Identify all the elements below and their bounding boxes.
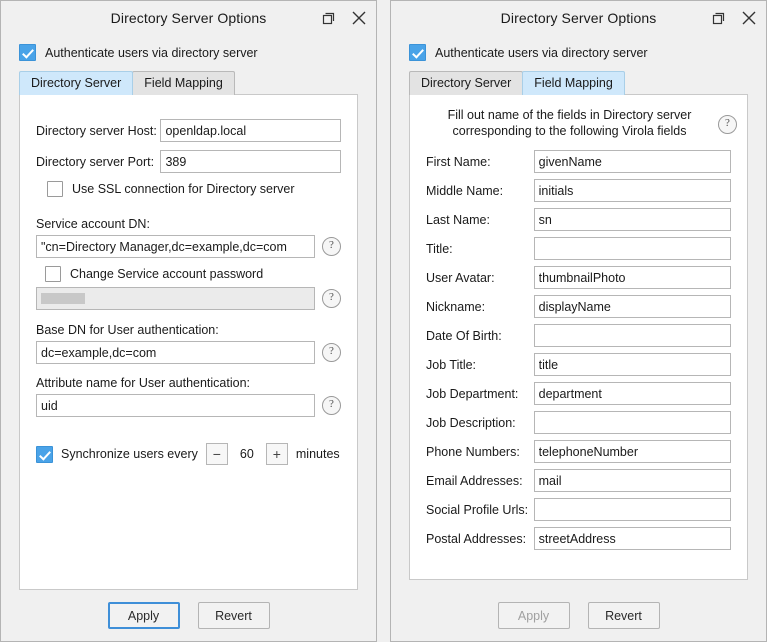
tab-directory-server[interactable]: Directory Server — [409, 71, 523, 95]
mapping-label: Social Profile Urls: — [426, 502, 529, 517]
change-password-checkbox[interactable] — [45, 266, 61, 282]
host-input[interactable] — [160, 119, 341, 142]
mapping-input-first-name[interactable] — [534, 150, 731, 173]
mapping-input-title[interactable] — [534, 237, 731, 260]
help-icon-attribute[interactable]: ? — [322, 396, 341, 415]
window-controls-right — [706, 1, 760, 35]
mapping-row-nickname — [426, 295, 731, 318]
base-dn-input[interactable] — [36, 341, 315, 364]
ssl-checkbox-row[interactable] — [47, 181, 341, 197]
tab-directory-server[interactable]: Directory Server — [19, 71, 133, 95]
synchronize-users-row — [36, 443, 341, 465]
password-input — [36, 287, 315, 310]
change-password-checkbox-row[interactable] — [45, 266, 341, 282]
mapping-row-phone-numbers — [426, 440, 731, 463]
directory-server-panel — [19, 94, 358, 590]
help-icon-field-mapping[interactable]: ? — [718, 115, 737, 134]
service-account-dn-input[interactable] — [36, 235, 315, 258]
host-label: Directory server Host: — [36, 123, 157, 138]
mapping-input-date-of-birth[interactable] — [534, 324, 731, 347]
mapping-label: Date Of Birth: — [426, 328, 502, 343]
ssl-checkbox[interactable] — [47, 181, 63, 197]
sync-units-label: minutes — [295, 447, 340, 461]
mapping-input-postal-addresses[interactable] — [534, 527, 731, 550]
mapping-row-email-addresses — [426, 469, 731, 492]
footer-right — [405, 580, 752, 629]
mapping-input-phone-numbers[interactable] — [534, 440, 731, 463]
mapping-input-social-profile-urls[interactable] — [534, 498, 731, 521]
mapping-label: Middle Name: — [426, 183, 504, 198]
password-mask — [41, 293, 85, 304]
mapping-label: Last Name: — [426, 212, 490, 227]
sync-interval-value[interactable]: 60 — [239, 447, 254, 461]
directory-server-options-window-left — [0, 0, 377, 642]
mapping-row-middle-name — [426, 179, 731, 202]
tab-field-mapping[interactable]: Field Mapping — [132, 71, 235, 95]
tabs-right — [409, 71, 752, 95]
mapping-label: Nickname: — [426, 299, 486, 314]
titlebar-right — [391, 1, 766, 35]
mapping-input-job-title[interactable] — [534, 353, 731, 376]
mapping-input-nickname[interactable] — [534, 295, 731, 318]
authenticate-users-checkbox-row[interactable] — [19, 44, 362, 61]
mapping-row-job-title — [426, 353, 731, 376]
close-icon[interactable] — [348, 7, 370, 29]
mapping-label: Postal Addresses: — [426, 531, 527, 546]
mapping-row-user-avatar — [426, 266, 731, 289]
mapping-input-middle-name[interactable] — [534, 179, 731, 202]
synchronize-users-label: Synchronize users every — [61, 447, 198, 461]
revert-button[interactable]: Revert — [588, 602, 660, 629]
service-account-dn-label: Service account DN: — [36, 217, 150, 231]
mapping-input-user-avatar[interactable] — [534, 266, 731, 289]
mapping-row-first-name — [426, 150, 731, 173]
window-body-left — [1, 35, 376, 641]
port-label: Directory server Port: — [36, 154, 155, 169]
attribute-name-input[interactable] — [36, 394, 315, 417]
mapping-input-job-department[interactable] — [534, 382, 731, 405]
mapping-label: Title: — [426, 241, 453, 256]
authenticate-users-label: Authenticate users via directory server — [435, 45, 648, 60]
port-input[interactable] — [160, 150, 341, 173]
mapping-label: Job Title: — [426, 357, 477, 372]
mapping-row-job-description — [426, 411, 731, 434]
mapping-input-email-addresses[interactable] — [534, 469, 731, 492]
authenticate-users-checkbox[interactable] — [409, 44, 426, 61]
base-dn-label: Base DN for User authentication: — [36, 323, 219, 337]
mapping-row-job-department — [426, 382, 731, 405]
field-mapping-description: Fill out name of the fields in Directory server corresponding to the following Virola fields — [447, 108, 692, 138]
help-icon-service-dn[interactable]: ? — [322, 237, 341, 256]
help-icon-password[interactable]: ? — [322, 289, 341, 308]
mapping-label: Job Description: — [426, 415, 516, 430]
tabs-left — [19, 71, 362, 95]
change-password-label: Change Service account password — [70, 267, 264, 281]
apply-button[interactable]: Apply — [108, 602, 180, 629]
synchronize-users-checkbox[interactable] — [36, 446, 53, 463]
restore-window-icon[interactable] — [706, 7, 728, 29]
attribute-name-label: Attribute name for User authentication: — [36, 376, 251, 390]
mapping-row-date-of-birth — [426, 324, 731, 347]
authenticate-users-checkbox-row[interactable] — [409, 44, 752, 61]
close-icon[interactable] — [738, 7, 760, 29]
mapping-label: Job Department: — [426, 386, 519, 401]
directory-server-options-window-right — [390, 0, 767, 642]
authenticate-users-checkbox[interactable] — [19, 44, 36, 61]
mapping-label: First Name: — [426, 154, 491, 169]
mapping-row-last-name — [426, 208, 731, 231]
mapping-label: User Avatar: — [426, 270, 495, 285]
window-title: Directory Server Options — [110, 10, 267, 26]
field-mapping-panel — [409, 94, 748, 580]
apply-button[interactable]: Apply — [498, 602, 570, 629]
window-body-right — [391, 35, 766, 641]
mapping-label: Phone Numbers: — [426, 444, 520, 459]
port-row — [36, 150, 341, 173]
restore-window-icon[interactable] — [316, 7, 338, 29]
tab-field-mapping[interactable]: Field Mapping — [522, 71, 625, 95]
titlebar-left — [1, 1, 376, 35]
revert-button[interactable]: Revert — [198, 602, 270, 629]
footer-left — [15, 590, 362, 629]
mapping-row-social-profile-urls — [426, 498, 731, 521]
mapping-input-last-name[interactable] — [534, 208, 731, 231]
window-controls — [316, 1, 370, 35]
mapping-row-postal-addresses — [426, 527, 731, 550]
ssl-label: Use SSL connection for Directory server — [72, 182, 295, 196]
help-icon-base-dn[interactable]: ? — [322, 343, 341, 362]
sync-increment-button[interactable]: + — [266, 443, 288, 465]
mapping-row-title — [426, 237, 731, 260]
mapping-input-job-description[interactable] — [534, 411, 731, 434]
authenticate-users-label: Authenticate users via directory server — [45, 45, 258, 60]
sync-decrement-button[interactable]: − — [206, 443, 228, 465]
window-title-right: Directory Server Options — [500, 10, 657, 26]
host-row — [36, 119, 341, 142]
mapping-label: Email Addresses: — [426, 473, 523, 488]
